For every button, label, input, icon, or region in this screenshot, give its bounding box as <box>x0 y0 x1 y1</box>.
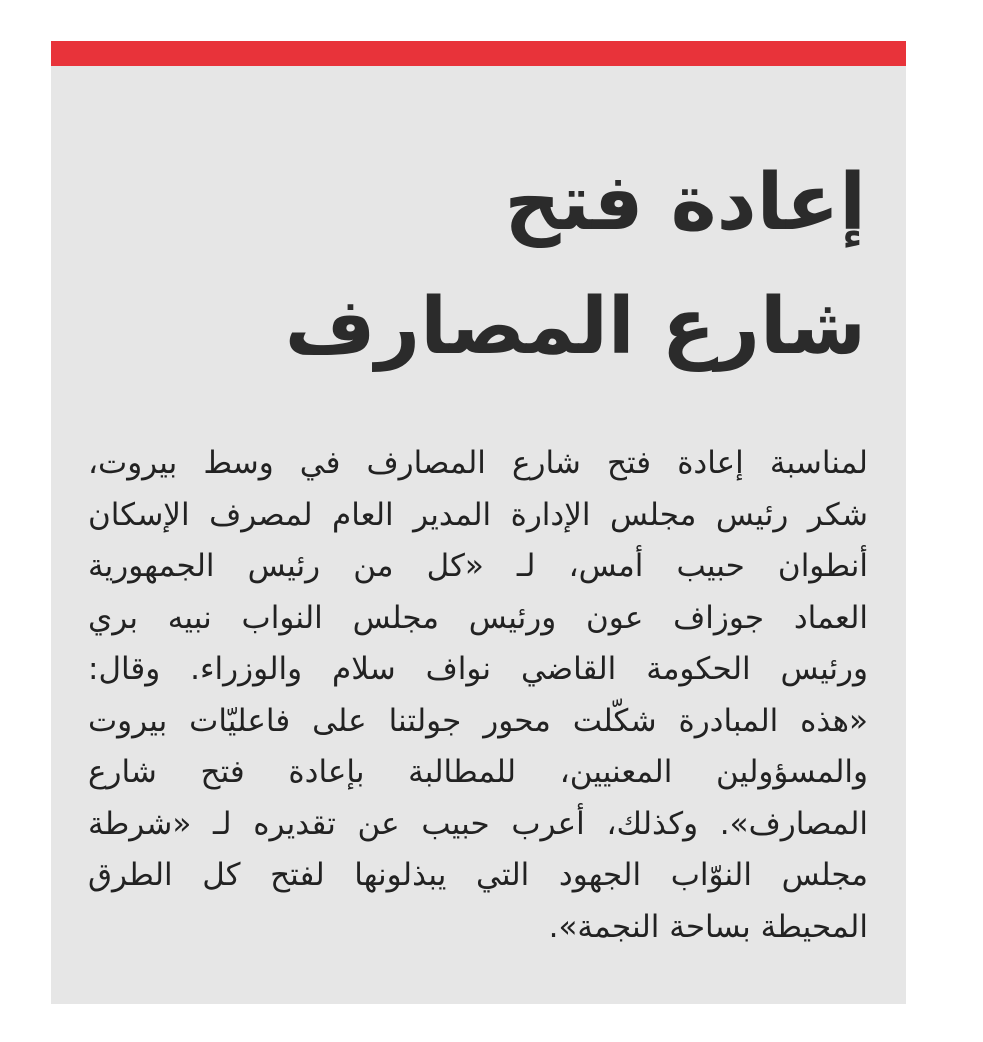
body-line: المحيطة بساحة النجمة». <box>548 908 868 945</box>
article-body <box>88 438 868 953</box>
headline-line: شارع المصارف <box>284 282 866 372</box>
body-line: أنطوان حبيب أمس، لـ «كل من رئيس الجمهورية <box>88 548 868 584</box>
body-line: مجلس النوّاب الجهود التي يبذلونها لفتح كل الطرق <box>88 857 868 893</box>
body-line: المصارف». وكذلك، أعرب حبيب عن تقديره لـ «شرطة <box>88 805 868 842</box>
article-headline <box>106 141 866 389</box>
body-line: شكر رئيس مجلس الإدارة المدير العام لمصرف الإسكان <box>88 496 868 533</box>
body-line: «هذه المبادرة شكّلت محور جولتنا على فاعليّات بيروت <box>88 702 868 739</box>
body-line: لمناسبة إعادة فتح شارع المصارف في وسط بيروت، <box>88 445 868 481</box>
headline-line: إعادة فتح <box>504 158 866 248</box>
accent-bar <box>51 41 906 66</box>
body-line: ورئيس الحكومة القاضي نواف سلام والوزراء. وقال: <box>88 651 868 687</box>
body-line: العماد جوزاف عون ورئيس مجلس النواب نبيه بري <box>88 599 868 636</box>
article-card <box>51 41 906 1004</box>
body-line: والمسؤولين المعنيين، للمطالبة بإعادة فتح شارع <box>88 754 868 790</box>
